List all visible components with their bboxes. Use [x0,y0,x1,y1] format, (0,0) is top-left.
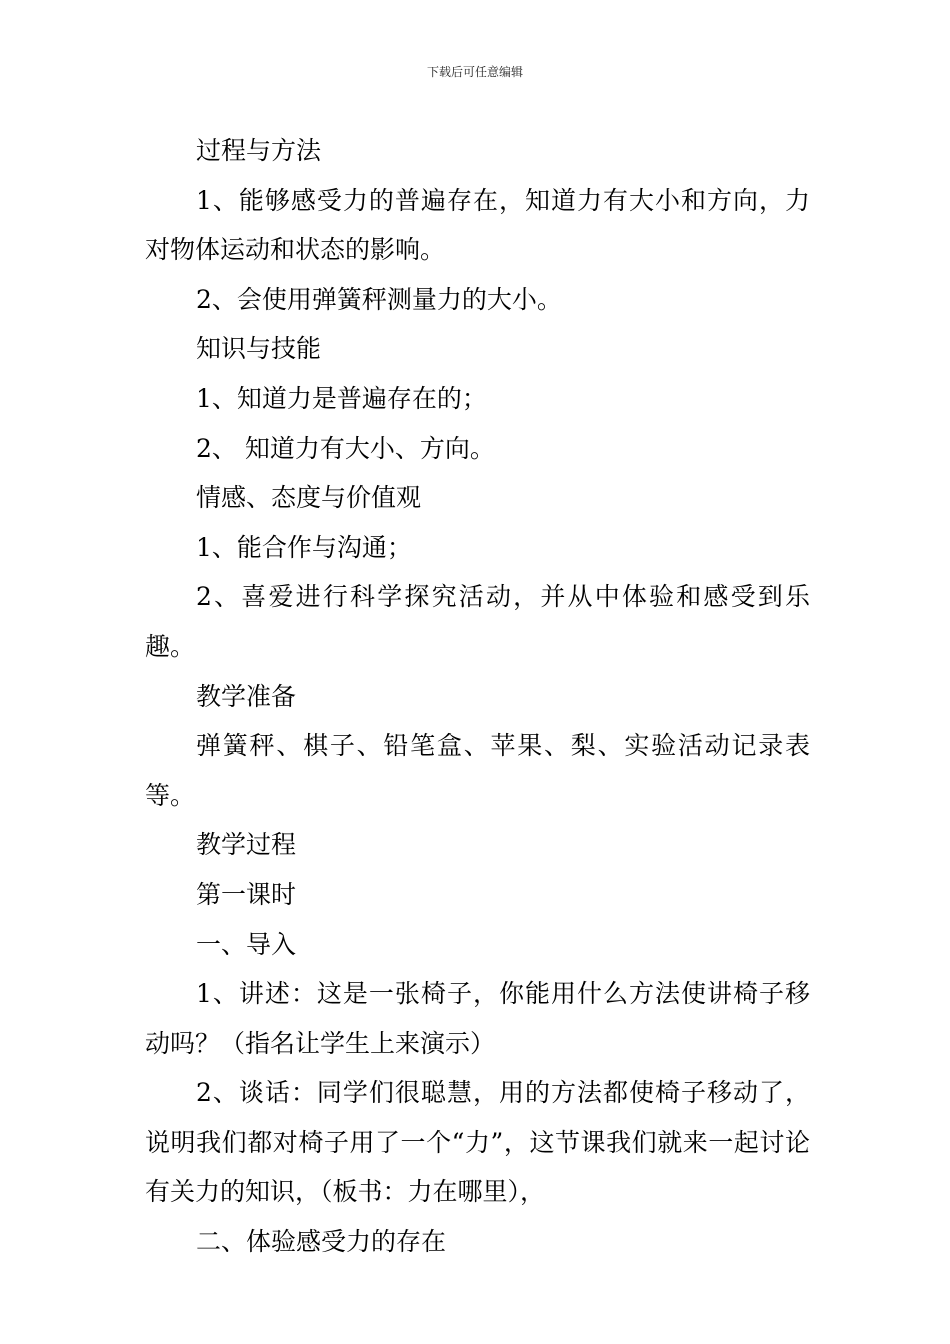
paragraph: 1、讲述：这是一张椅子，你能用什么方法使讲椅子移动吗？（指名让学生上来演示） [145,979,810,1058]
section-heading-knowledge-skills: 知识与技能 [196,334,322,364]
section-heading-experience-force: 二、体验感受力的存在 [196,1227,447,1257]
section-heading-first-lesson: 第一课时 [196,879,297,909]
document-body [145,126,810,1267]
page-header: 下载后可任意编辑 [426,65,523,79]
paragraph: 2、会使用弹簧秤测量力的大小。 [196,284,562,314]
section-heading-attitude-values: 情感、态度与价值观 [196,483,422,513]
section-heading-process-method: 过程与方法 [196,136,322,165]
section-heading-preparation: 教学准备 [196,681,297,711]
section-heading-teaching-process: 教学过程 [196,830,297,860]
paragraph: 1、知道力是普遍存在的； [196,383,487,413]
paragraph: 2、喜爱进行科学探究活动，并从中体验和感受到乐趣。 [145,582,810,661]
section-heading-introduction: 一、导入 [196,929,297,959]
paragraph: 2、 知道力有大小、方向。 [196,433,495,463]
paragraph: 2、谈话：同学们很聪慧，用的方法都使椅子移动了，说明我们都对椅子用了一个“力”，这节课我们就来一起讨论有关力的知识，（板书：力在哪里）， [145,1078,810,1207]
paragraph: 弹簧秤、棋子、铅笔盒、苹果、梨、实验活动记录表等。 [145,731,810,810]
paragraph: 1、能合作与沟通； [196,532,412,562]
paragraph: 1、能够感受力的普遍存在，知道力有大小和方向，力对物体运动和状态的影响。 [145,185,810,265]
